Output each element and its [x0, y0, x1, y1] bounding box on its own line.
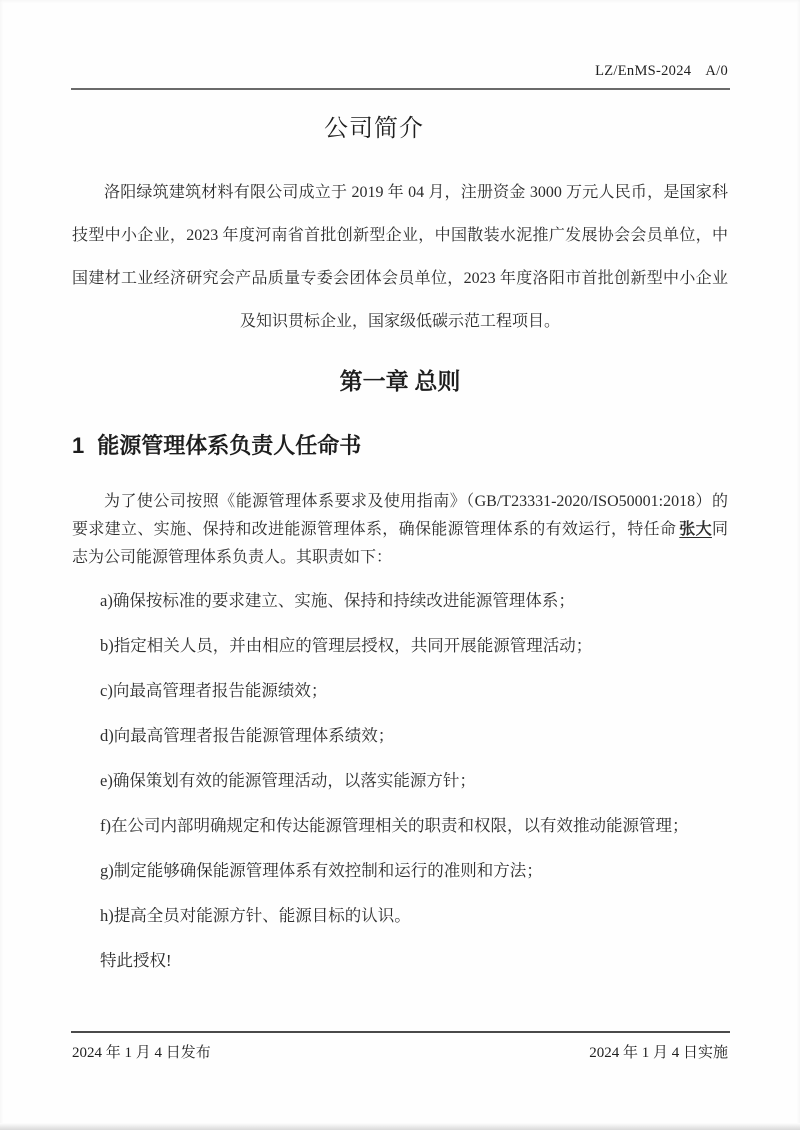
intro-last-line: 及知识贯标企业，国家级低碳示范工程项目。 — [239, 313, 560, 330]
header-divider — [71, 88, 730, 90]
duty-item-f: f)在公司内部明确规定和传达能源管理相关的职责和权限，以有效推动能源管理； — [100, 816, 689, 835]
appointment-paragraph — [72, 488, 728, 572]
duty-item-e: e)确保策划有效的能源管理活动，以落实能源方针； — [100, 771, 476, 790]
section-number: 1 — [72, 433, 85, 458]
intro-line: 技型中小企业，2023 年度河南省首批创新型企业，中国散装水泥推广发展协会会员单位，中 — [72, 227, 728, 244]
duty-item-a: a)确保按标准的要求建立、实施、保持和持续改进能源管理体系； — [100, 591, 575, 610]
appointment-line — [72, 516, 728, 544]
chapter-heading: 第一章 总则 — [339, 369, 461, 394]
appointee-name: 张大 — [679, 521, 712, 538]
authorization-note: 特此授权! — [100, 951, 172, 970]
company-intro-paragraph — [72, 171, 728, 343]
section-title: 能源管理体系负责人任命书 — [97, 433, 362, 458]
intro-line: 国建材工业经济研究会产品质量专委会团体会员单位，2023 年度洛阳市首批创新型中小企业 — [72, 270, 728, 287]
section-heading — [72, 429, 752, 460]
intro-line: 洛阳绿筑建筑材料有限公司成立于 2019 年 04 月，注册资金 3000 万元人民币，是国家科 — [104, 184, 728, 201]
page-footer — [72, 1041, 728, 1062]
duty-item-g: g)制定能够确保能源管理体系有效控制和运行的准则和方法； — [100, 861, 543, 880]
duty-item-h: h)提高全员对能源方针、能源目标的认识。 — [100, 906, 411, 925]
page-title: 公司简介 — [324, 116, 424, 142]
footer-divider — [71, 1031, 730, 1033]
appointment-text: 同 — [711, 521, 728, 538]
release-date: 2024 年 1 月 4 日发布 — [72, 1045, 211, 1061]
doc-code: LZ/EnMS-2024 — [595, 63, 692, 79]
duty-item-c: c)向最高管理者报告能源绩效； — [100, 681, 328, 700]
duty-item-d: d)向最高管理者报告能源管理体系绩效； — [100, 726, 395, 745]
appointment-line: 为了使公司按照《能源管理体系要求及使用指南》（GB/T23331-2020/ISO50001:2018）的 — [104, 493, 728, 510]
implement-date: 2024 年 1 月 4 日实施 — [589, 1045, 728, 1061]
duties-list — [72, 588, 728, 948]
doc-revision: A/0 — [705, 63, 728, 79]
page-header — [595, 63, 728, 80]
appointment-text: 要求建立、实施、保持和改进能源管理体系，确保能源管理体系的有效运行，特任命 — [72, 521, 677, 538]
duty-item-b: b)指定相关人员，并由相应的管理层授权，共同开展能源管理活动； — [100, 636, 593, 655]
appointment-line: 志为公司能源管理体系负责人。其职责如下： — [72, 549, 393, 566]
